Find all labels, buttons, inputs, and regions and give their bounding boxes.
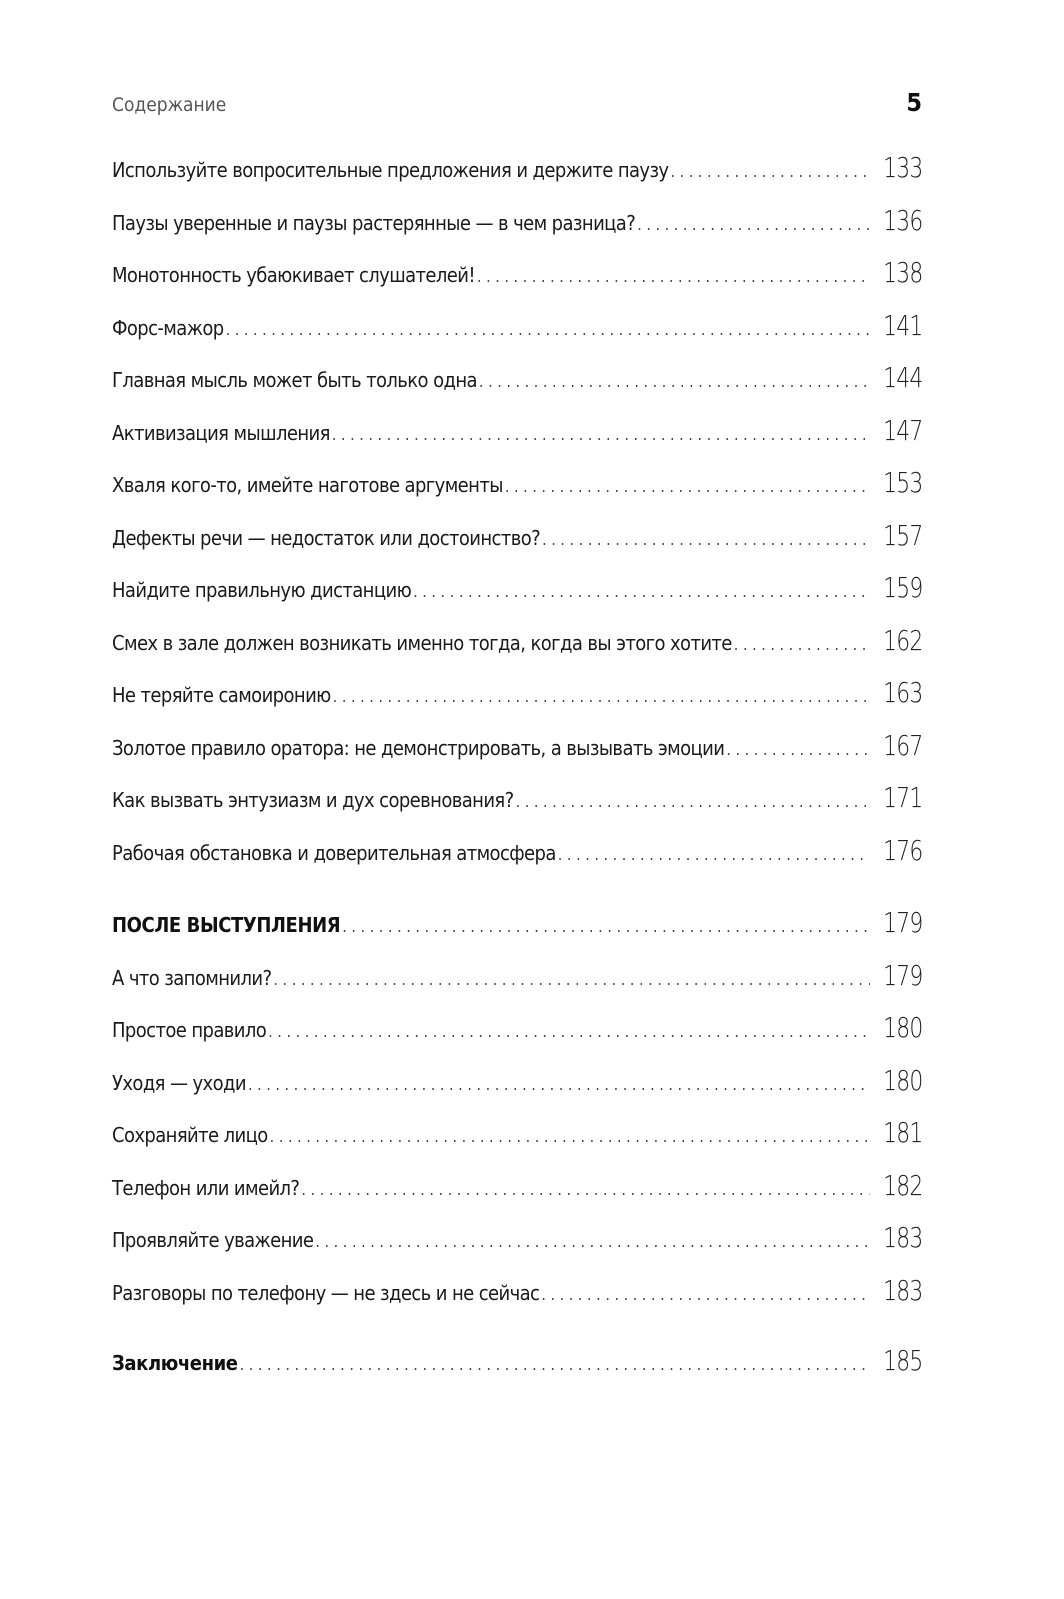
toc-section-heading <box>112 903 922 956</box>
dot-leader <box>734 625 870 665</box>
dot-leader <box>479 362 870 402</box>
toc-entry-page: 136 <box>882 203 922 237</box>
toc-entry-page: 144 <box>882 361 922 394</box>
dot-leader <box>726 730 869 770</box>
dot-leader <box>637 205 869 245</box>
toc-entry-page: 163 <box>882 676 922 709</box>
dot-leader <box>542 520 869 560</box>
toc-entry-page: 180 <box>882 1063 922 1097</box>
dot-leader <box>301 1170 869 1210</box>
section-spacer <box>112 883 922 903</box>
toc-entry-title: Форс-мажор <box>112 315 224 340</box>
toc-entry-title: Не теряйте самоиронию <box>112 683 331 707</box>
toc-entry <box>112 726 922 779</box>
dot-leader <box>315 1222 869 1262</box>
dot-leader <box>333 677 870 717</box>
toc-entry <box>112 1061 922 1114</box>
toc-entry-title: Золотое правило оратора: не демонстрировать, а вызывать эмоции <box>112 735 725 760</box>
toc-entry-title: Активизация мышления <box>112 420 330 445</box>
toc-entry-title: Рабочая обстановка и доверительная атмосфера <box>112 840 556 865</box>
running-head: Содержание <box>112 94 227 116</box>
dot-leader <box>332 415 870 455</box>
toc-entry <box>112 463 922 516</box>
toc-entry-page: 182 <box>882 1168 922 1202</box>
toc-entry-page: 141 <box>882 308 922 342</box>
dot-leader <box>505 467 870 507</box>
dot-leader <box>477 257 870 297</box>
toc-entry-title: Дефекты речи — недостаток или достоинство? <box>112 525 541 550</box>
toc-entry-page: 138 <box>882 256 922 289</box>
dot-leader <box>342 907 869 947</box>
toc-entry-title: Используйте вопросительные предложения и держите паузу <box>112 158 669 182</box>
dot-leader <box>670 152 869 192</box>
toc-entry <box>112 516 922 569</box>
toc-entry <box>112 1113 922 1166</box>
section-title: ПОСЛЕ ВЫСТУПЛЕНИЯ <box>112 913 341 937</box>
toc-entry-page: 147 <box>882 413 922 447</box>
dot-leader <box>268 1012 869 1052</box>
toc-entry <box>112 956 922 1009</box>
toc-entry-title: Уходя — уходи <box>112 1070 246 1095</box>
toc-entry <box>112 148 922 201</box>
section-page: 179 <box>882 906 922 939</box>
toc-entry <box>112 1008 922 1061</box>
section-title: Заключение <box>112 1351 238 1375</box>
dot-leader <box>413 572 869 612</box>
toc-entry-title: Главная мысль может быть только одна <box>112 368 477 392</box>
toc-entry-page: 171 <box>882 781 922 814</box>
toc-entry-title: Монотонность убаюкивает слушателей! <box>112 263 475 287</box>
toc-entry-title: Телефон или имейл? <box>112 1175 300 1200</box>
toc-entry-title: Простое правило <box>112 1018 267 1042</box>
toc-entry <box>112 831 922 884</box>
toc-entry-title: А что запомнили? <box>112 965 272 990</box>
toc-entry <box>112 1166 922 1219</box>
dot-leader <box>226 310 870 350</box>
toc-entry <box>112 411 922 464</box>
table-of-contents <box>112 148 922 1394</box>
toc-entry-page: 176 <box>882 833 922 867</box>
dot-leader <box>516 782 870 822</box>
toc-entry <box>112 358 922 411</box>
dot-leader <box>273 960 869 1000</box>
dot-leader <box>240 1345 870 1385</box>
toc-entry <box>112 778 922 831</box>
toc-entry <box>112 673 922 726</box>
section-spacer <box>112 1323 922 1341</box>
toc-entry-page: 153 <box>882 466 922 499</box>
toc-entry <box>112 621 922 674</box>
toc-entry-title: Смех в зале должен возникать именно тогда, когда вы этого хотите <box>112 630 732 655</box>
dot-leader <box>541 1275 869 1315</box>
dot-leader <box>248 1065 870 1105</box>
toc-entry-title: Паузы уверенные и паузы растерянные — в чем разница? <box>112 210 636 235</box>
toc-section-heading <box>112 1341 922 1394</box>
toc-entry-page: 162 <box>882 623 922 657</box>
toc-entry-title: Как вызвать энтузиазм и дух соревнования? <box>112 788 514 812</box>
toc-entry-page: 159 <box>882 571 922 604</box>
toc-entry-page: 180 <box>882 1011 922 1044</box>
toc-entry-page: 179 <box>882 958 922 992</box>
toc-entry <box>112 568 922 621</box>
toc-entry-page: 133 <box>882 151 922 184</box>
toc-entry <box>112 306 922 359</box>
toc-entry <box>112 253 922 306</box>
toc-entry-page: 157 <box>882 518 922 552</box>
toc-entry <box>112 1271 922 1324</box>
toc-entry-page: 183 <box>882 1221 922 1254</box>
dot-leader <box>558 835 870 875</box>
page-number: 5 <box>906 88 922 117</box>
toc-entry-title: Хваля кого-то, имейте наготове аргументы <box>112 473 503 497</box>
toc-entry <box>112 201 922 254</box>
dot-leader <box>270 1117 870 1157</box>
toc-entry-page: 183 <box>882 1273 922 1307</box>
toc-entry-page: 181 <box>882 1116 922 1149</box>
toc-entry <box>112 1218 922 1271</box>
toc-entry-title: Сохраняйте лицо <box>112 1123 268 1147</box>
toc-entry-title: Разговоры по телефону — не здесь и не сейчас <box>112 1280 540 1305</box>
toc-entry-title: Проявляйте уважение <box>112 1228 314 1252</box>
toc-entry-title: Найдите правильную дистанцию <box>112 578 412 602</box>
section-page: 185 <box>882 1344 922 1377</box>
toc-entry-page: 167 <box>882 728 922 762</box>
